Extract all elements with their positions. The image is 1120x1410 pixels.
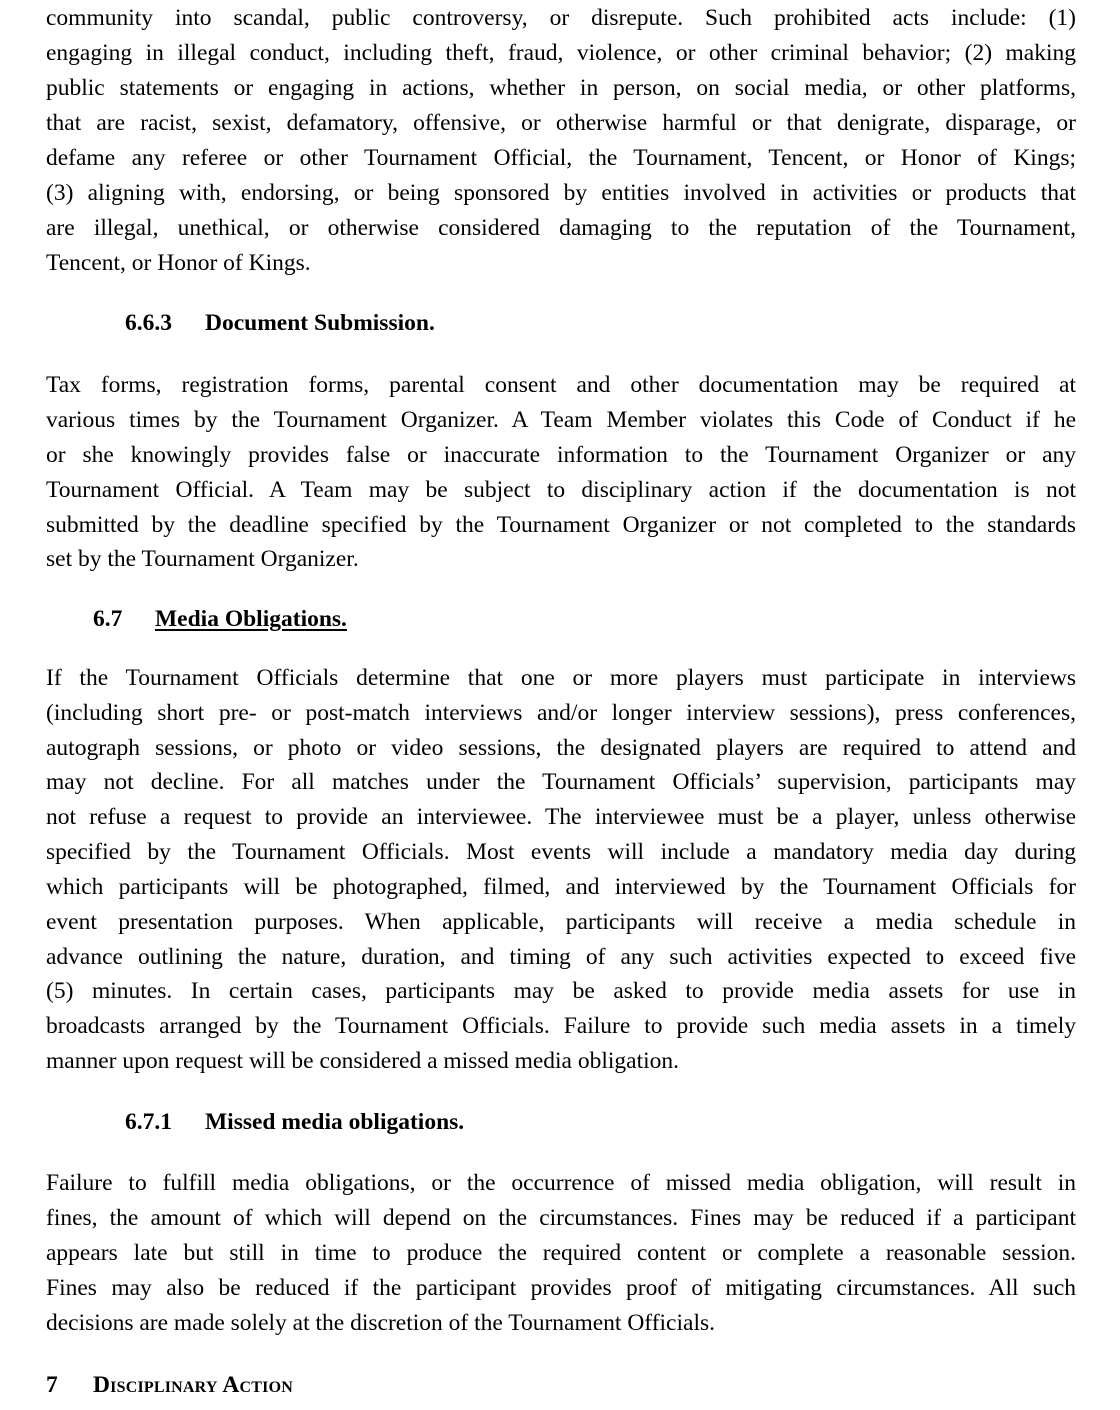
heading-title: Media Obligations.: [155, 606, 347, 632]
text-line: engaging in illegal conduct, including theft, fraud, violence, or other criminal behavior; (2) making: [46, 40, 1076, 66]
text-line: Failure to fulfill media obligations, or the occurrence of missed media obligation, will result in: [46, 1170, 1076, 1196]
heading-number: 6.7: [93, 606, 123, 632]
heading-number: 6.7.1: [125, 1109, 172, 1135]
text-line: advance outlining the nature, duration, and timing of any such activities expected to exceed five: [46, 944, 1076, 970]
text-line: event presentation purposes. When applicable, participants will receive a media schedule in: [46, 909, 1076, 935]
heading-number: 7: [46, 1372, 58, 1398]
text-line: may not decline. For all matches under the Tournament Officials’ supervision, participants may: [46, 769, 1076, 795]
text-line: public statements or engaging in actions, whether in person, on social media, or other platforms,: [46, 75, 1076, 101]
heading-number: 6.6.3: [125, 310, 172, 336]
text-line: Tencent, or Honor of Kings.: [46, 250, 311, 276]
text-line: set by the Tournament Organizer.: [46, 546, 359, 572]
text-line: Fines may also be reduced if the participant provides proof of mitigating circumstances. All such: [46, 1275, 1076, 1301]
text-line: (5) minutes. In certain cases, participants may be asked to provide media assets for use in: [46, 978, 1076, 1004]
heading-title: Document Submission.: [205, 310, 435, 336]
text-line: If the Tournament Officials determine that one or more players must participate in interviews: [46, 665, 1076, 691]
heading-6-7: [93, 604, 347, 634]
text-line: autograph sessions, or photo or video sessions, the designated players are required to attend and: [46, 735, 1076, 761]
text-line: submitted by the deadline specified by the Tournament Organizer or not completed to the standards: [46, 512, 1076, 538]
text-line: defame any referee or other Tournament Official, the Tournament, Tencent, or Honor of Kings;: [46, 145, 1076, 171]
text-line: appears late but still in time to produce the required content or complete a reasonable session.: [46, 1240, 1076, 1266]
heading-7-disciplinary-action: [46, 1370, 293, 1400]
text-line: various times by the Tournament Organizer. A Team Member violates this Code of Conduct if he: [46, 407, 1076, 433]
text-line: fines, the amount of which will depend on the circumstances. Fines may be reduced if a participant: [46, 1205, 1076, 1231]
text-line: Tournament Official. A Team may be subject to disciplinary action if the documentation is not: [46, 477, 1076, 503]
text-line: (3) aligning with, endorsing, or being sponsored by entities involved in activities or products that: [46, 180, 1076, 206]
text-line: are illegal, unethical, or otherwise considered damaging to the reputation of the Tournament,: [46, 215, 1076, 241]
heading-title: Missed media obligations.: [205, 1109, 465, 1135]
text-line: community into scandal, public controversy, or disrepute. Such prohibited acts include: (1): [46, 5, 1076, 31]
text-line: (including short pre- or post-match interviews and/or longer interview sessions), press conferences,: [46, 700, 1076, 726]
text-line: that are racist, sexist, defamatory, offensive, or otherwise harmful or that denigrate, disparage, or: [46, 110, 1076, 136]
text-line: not refuse a request to provide an interviewee. The interviewee must be a player, unless otherwise: [46, 804, 1076, 830]
text-line: broadcasts arranged by the Tournament Officials. Failure to provide such media assets in a timely: [46, 1013, 1076, 1039]
text-line: specified by the Tournament Officials. Most events will include a mandatory media day during: [46, 839, 1076, 865]
text-line: Tax forms, registration forms, parental consent and other documentation may be required at: [46, 372, 1076, 398]
text-line: which participants will be photographed, filmed, and interviewed by the Tournament Officials for: [46, 874, 1076, 900]
text-line: manner upon request will be considered a missed media obligation.: [46, 1048, 680, 1074]
heading-6-6-3: [125, 308, 435, 338]
text-line: decisions are made solely at the discretion of the Tournament Officials.: [46, 1310, 715, 1336]
heading-6-7-1: [125, 1107, 464, 1137]
text-line: or she knowingly provides false or inaccurate information to the Tournament Organizer or any: [46, 442, 1076, 468]
heading-title: Disciplinary Action: [93, 1372, 294, 1398]
